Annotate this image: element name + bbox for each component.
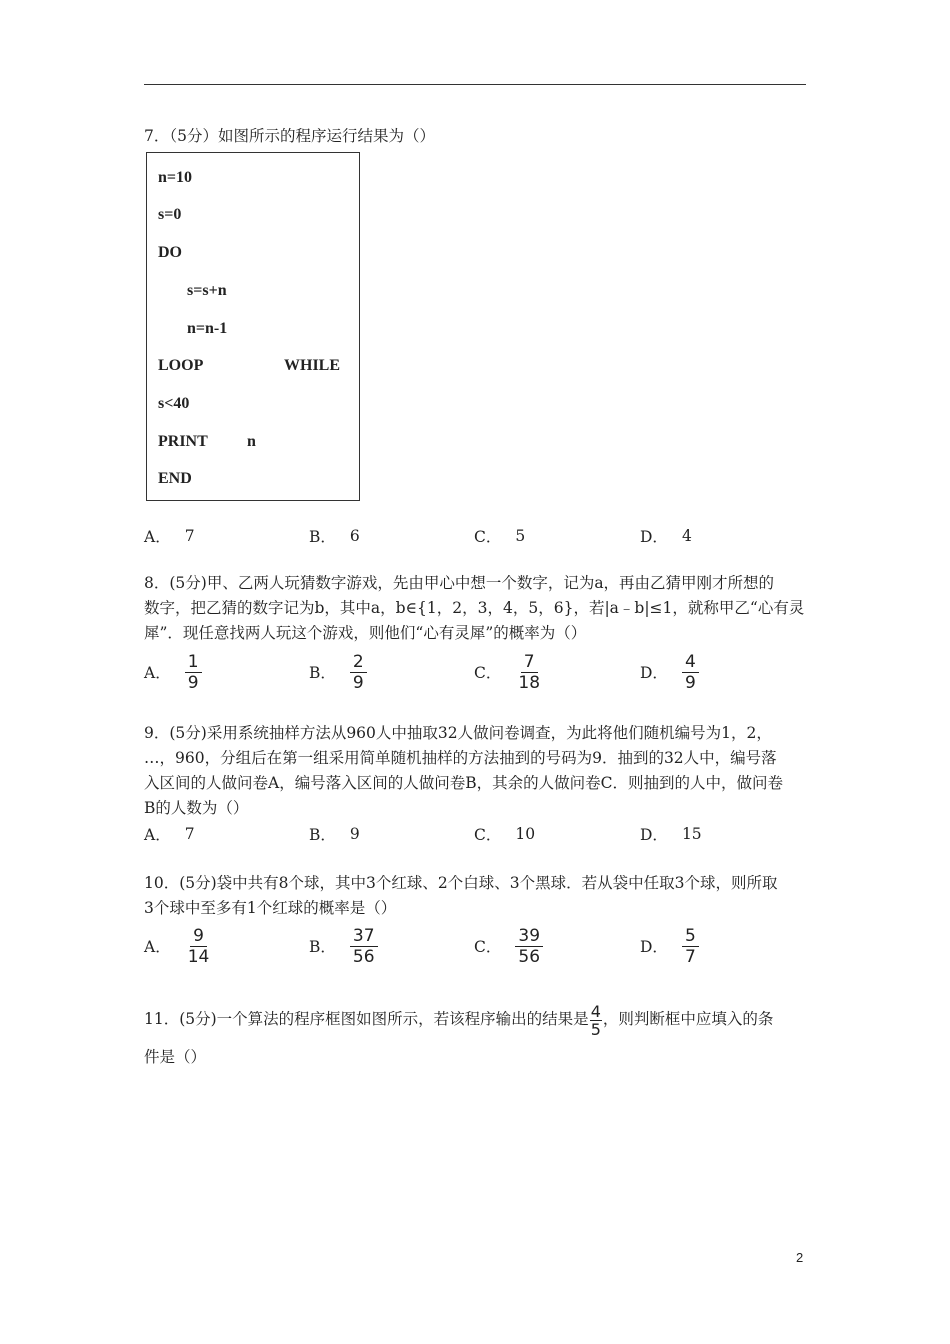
- code-line: LOOP: [158, 357, 204, 374]
- question-11-pre: 11．(5分)一个算法的程序框图如图所示，若该程序输出的结果是: [144, 1010, 589, 1028]
- question-8-text: [144, 571, 806, 646]
- option-label: A．: [144, 664, 171, 682]
- option-fraction: [185, 652, 202, 693]
- option-value: 7: [184, 825, 195, 843]
- question-line: 8．(5分)甲、乙两人玩猜数字游戏，先由甲心中想一个数字，记为a，再由乙猜甲刚才所想的: [144, 574, 775, 592]
- code-line: n: [247, 433, 256, 450]
- option-c[interactable]: [474, 812, 535, 856]
- option-a[interactable]: [144, 514, 195, 558]
- header-rule: [144, 84, 806, 85]
- option-label: C．: [474, 938, 502, 956]
- question-10-options: [144, 924, 806, 968]
- denominator: 5: [590, 1019, 601, 1039]
- option-value: 4: [681, 527, 692, 545]
- denominator: 7: [684, 946, 696, 967]
- option-c[interactable]: [474, 650, 543, 694]
- option-value: 15: [681, 825, 702, 843]
- option-d[interactable]: [640, 650, 699, 694]
- option-label: A．: [144, 528, 171, 546]
- option-fraction: [350, 652, 367, 693]
- option-value: 9: [349, 825, 360, 843]
- question-7-text: 7．（5分）如图所示的程序运行结果为（）: [144, 127, 435, 145]
- option-label: C．: [474, 528, 502, 546]
- option-label: A．: [144, 826, 171, 844]
- numerator: 1: [185, 652, 202, 673]
- option-b[interactable]: [309, 924, 378, 968]
- code-line: s=s+n: [187, 282, 227, 299]
- option-b[interactable]: [309, 812, 360, 856]
- question-line: 10．(5分)袋中共有8个球，其中3个红球、2个白球、3个黑球．若从袋中任取3个球，则所取: [144, 874, 778, 892]
- numerator: 2: [350, 652, 367, 673]
- numerator: 9: [190, 926, 207, 947]
- option-b[interactable]: [309, 514, 360, 558]
- option-value: 5: [515, 527, 526, 545]
- denominator: 56: [352, 946, 375, 967]
- code-line: n=10: [158, 169, 193, 186]
- question-9-text: [144, 721, 806, 821]
- option-a[interactable]: [144, 812, 195, 856]
- question-line: …，960，分组后在第一组采用简单随机抽样的方法抽到的号码为9．抽到的32人中，编号落: [144, 749, 777, 767]
- question-11-post: ，则判断框中应填入的条: [602, 1010, 774, 1028]
- code-line: PRINT: [158, 433, 208, 450]
- code-line: END: [158, 470, 192, 487]
- denominator: 9: [352, 672, 364, 693]
- question-line: 9．(5分)采用系统抽样方法从960人中抽取32人做问卷调查，为此将他们随机编号为1，2，: [144, 724, 772, 742]
- option-label: B．: [309, 826, 336, 844]
- page-number: 2: [796, 1250, 804, 1265]
- program-code-box: [146, 152, 360, 501]
- option-label: B．: [309, 938, 336, 956]
- option-label: D．: [640, 826, 668, 844]
- option-fraction: [515, 926, 543, 967]
- question-line: 犀”．现任意找两人玩这个游戏，则他们“心有灵犀”的概率为（）: [144, 624, 587, 642]
- option-a[interactable]: [144, 650, 202, 694]
- code-line: DO: [158, 244, 182, 261]
- option-label: C．: [474, 664, 502, 682]
- option-d[interactable]: [640, 924, 699, 968]
- option-label: C．: [474, 826, 502, 844]
- option-fraction: [515, 652, 543, 693]
- question-line: B的人数为（）: [144, 799, 249, 817]
- option-fraction: [350, 926, 378, 967]
- option-a[interactable]: [144, 924, 212, 968]
- option-label: B．: [309, 528, 336, 546]
- denominator: 56: [518, 946, 541, 967]
- option-d[interactable]: [640, 514, 692, 558]
- question-line: 3个球中至多有1个红球的概率是（）: [144, 899, 397, 917]
- question-line: 数字，把乙猜的数字记为b，其中a，b∈{1，2，3，4，5，6}，若|a﹣b|≤1，就称甲乙“心有灵: [144, 599, 805, 617]
- option-fraction: [682, 652, 699, 693]
- code-line: WHILE: [284, 357, 341, 374]
- numerator: 39: [515, 926, 543, 947]
- question-11-text: [144, 1000, 806, 1076]
- numerator: 37: [350, 926, 378, 947]
- question-7-options: [144, 514, 806, 558]
- question-line: 件是（）: [144, 1048, 207, 1066]
- numerator: 4: [590, 1001, 601, 1021]
- option-label: D．: [640, 528, 668, 546]
- option-b[interactable]: [309, 650, 367, 694]
- question-line: 入区间的人做问卷A，编号落入区间的人做问卷B，其余的人做问卷C．则抽到的人中，做问卷: [144, 774, 783, 792]
- option-value: 6: [349, 527, 360, 545]
- option-label: B．: [309, 664, 336, 682]
- code-line: s=0: [158, 206, 182, 223]
- option-fraction: [682, 926, 699, 967]
- option-fraction: [185, 926, 213, 967]
- option-label: A．: [144, 938, 171, 956]
- numerator: 5: [682, 926, 699, 947]
- denominator: 14: [187, 946, 210, 967]
- question-8-options: [144, 650, 806, 694]
- option-label: D．: [640, 664, 668, 682]
- question-9-options: [144, 812, 806, 856]
- option-c[interactable]: [474, 924, 543, 968]
- option-label: D．: [640, 938, 668, 956]
- denominator: 18: [518, 672, 541, 693]
- numerator: 4: [682, 652, 699, 673]
- option-c[interactable]: [474, 514, 525, 558]
- question-10-text: [144, 871, 806, 921]
- inline-fraction: [590, 1003, 602, 1038]
- code-line: s<40: [158, 395, 190, 412]
- denominator: 9: [684, 672, 696, 693]
- question-line: [144, 1000, 806, 1038]
- option-value: 7: [184, 527, 195, 545]
- code-line: n=n-1: [187, 320, 228, 337]
- numerator: 7: [521, 652, 538, 673]
- option-d[interactable]: [640, 812, 702, 856]
- denominator: 9: [187, 672, 199, 693]
- option-value: 10: [515, 825, 536, 843]
